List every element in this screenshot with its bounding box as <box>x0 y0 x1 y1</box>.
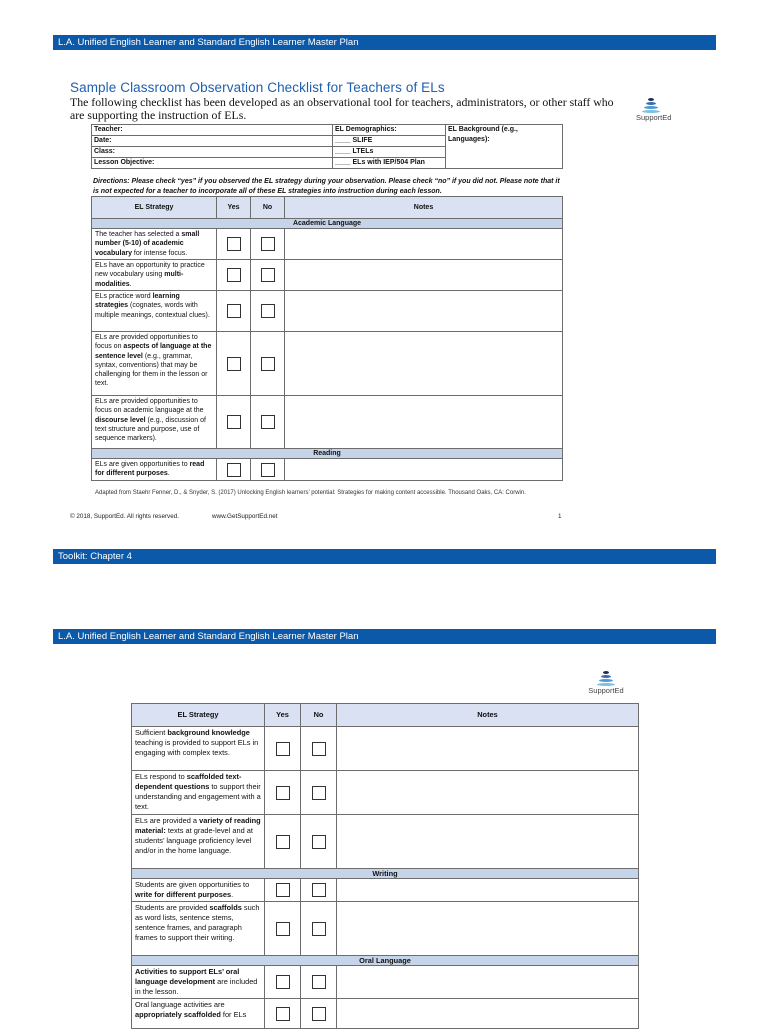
yes-checkbox[interactable] <box>227 463 241 477</box>
yes-checkbox[interactable] <box>227 268 241 282</box>
col-yes: Yes <box>265 704 301 727</box>
notes-cell[interactable] <box>337 902 639 956</box>
observation-info-table <box>91 124 563 169</box>
strategy-text: Students are given opportunities to write for different purposes. <box>132 879 265 902</box>
no-checkbox[interactable] <box>261 415 275 429</box>
yes-checkbox[interactable] <box>276 922 290 936</box>
yes-checkbox[interactable] <box>276 975 290 989</box>
table-row <box>132 815 639 869</box>
strategy-text: ELs respond to scaffolded text-dependent questions to support their understanding and engagement with a text. <box>132 771 265 815</box>
yes-checkbox[interactable] <box>276 786 290 800</box>
yes-checkbox[interactable] <box>276 1007 290 1021</box>
strategy-text: Sufficient background knowledge teaching is provided to support ELs in engaging with complex texts. <box>132 727 265 771</box>
checklist-table-page2 <box>131 703 639 1029</box>
table-row <box>132 771 639 815</box>
notes-cell[interactable] <box>337 966 639 999</box>
lesson-objective-field[interactable]: Lesson Objective: <box>92 158 333 169</box>
checklist-table-page1 <box>91 196 563 481</box>
date-field[interactable]: Date: <box>92 136 333 147</box>
logo-text: SupportEd <box>588 686 624 695</box>
strategy-text: The teacher has selected a small number (5-10) of academic vocabulary for intense focus. <box>92 229 217 260</box>
table-row <box>92 332 563 396</box>
yes-checkbox[interactable] <box>227 357 241 371</box>
notes-cell[interactable] <box>285 260 563 291</box>
strategy-text: Activities to support ELs’ oral language development are included in the lesson. <box>132 966 265 999</box>
no-checkbox[interactable] <box>261 237 275 251</box>
ltels-option[interactable]: ____ LTELs <box>333 147 446 158</box>
page-number: 1 <box>558 513 562 520</box>
table-row <box>92 291 563 332</box>
notes-cell[interactable] <box>285 332 563 396</box>
no-checkbox[interactable] <box>261 304 275 318</box>
yes-checkbox[interactable] <box>227 304 241 318</box>
notes-cell[interactable] <box>285 229 563 260</box>
notes-cell[interactable] <box>285 459 563 481</box>
notes-cell[interactable] <box>337 879 639 902</box>
notes-cell[interactable] <box>337 771 639 815</box>
no-checkbox[interactable] <box>312 786 326 800</box>
notes-cell[interactable] <box>285 396 563 449</box>
table-row <box>132 727 639 771</box>
section-oral-language: Oral Language <box>132 956 639 966</box>
notes-cell[interactable] <box>337 727 639 771</box>
no-checkbox[interactable] <box>312 1007 326 1021</box>
section-academic-language: Academic Language <box>92 219 563 229</box>
section-writing: Writing <box>132 869 639 879</box>
strategy-text: ELs have an opportunity to practice new vocabulary using multi-modalities. <box>92 260 217 291</box>
el-background-field[interactable]: EL Background (e.g., Languages): <box>446 125 563 169</box>
page2-logo <box>586 670 626 695</box>
logo-text: SupportEd <box>636 113 672 122</box>
footer-url-link[interactable]: www.GetSupportEd.net <box>212 513 278 520</box>
page1-logo <box>636 97 672 122</box>
no-checkbox[interactable] <box>312 975 326 989</box>
class-field[interactable]: Class: <box>92 147 333 158</box>
notes-cell[interactable] <box>337 999 639 1029</box>
el-demographics-label: EL Demographics: <box>333 125 446 136</box>
no-checkbox[interactable] <box>312 835 326 849</box>
yes-checkbox[interactable] <box>276 835 290 849</box>
table-row <box>92 459 563 481</box>
copyright-text: © 2018, SupportEd. All rights reserved. <box>70 513 179 520</box>
strategy-text: ELs practice word learning strategies (cognates, words with multiple meanings, contextual clues). <box>92 291 217 332</box>
strategy-text: ELs are provided opportunities to focus on academic language at the discourse level (e.g., discussion of text structure and purpose, use of sequence markers). <box>92 396 217 449</box>
slife-option[interactable]: ____ SLIFE <box>333 136 446 147</box>
directions-text: Directions: Please check “yes” if you observed the EL strategy during your observation. Please check “no” if you did not. Please note that it is not expected for a teacher to incorporate all of these EL strategies into instruction during each lesson. <box>93 178 560 195</box>
no-checkbox[interactable] <box>261 357 275 371</box>
table-row <box>132 879 639 902</box>
col-el-strategy: EL Strategy <box>92 197 217 219</box>
table-row <box>132 966 639 999</box>
toolkit-footer-band: Toolkit: Chapter 4 <box>53 549 716 564</box>
no-checkbox[interactable] <box>312 742 326 756</box>
teacher-field[interactable]: Teacher: <box>92 125 333 136</box>
citation-text: Adapted from Staehr Fenner, D., & Snyder, S. (2017) Unlocking English learners’ potential: Strategies for making content accessible. Thousand Oaks, CA: Corwin. <box>95 490 526 496</box>
page-title: Sample Classroom Observation Checklist for Teachers of ELs <box>70 80 445 95</box>
page2-header-band: L.A. Unified English Learner and Standard English Learner Master Plan <box>53 629 716 644</box>
col-no: No <box>251 197 285 219</box>
strategy-text: ELs are given opportunities to read for different purposes. <box>92 459 217 481</box>
col-notes: Notes <box>337 704 639 727</box>
col-notes: Notes <box>285 197 563 219</box>
strategy-text: ELs are provided a variety of reading material: texts at grade-level and at students’ language proficiency level and/or in the home language. <box>132 815 265 869</box>
no-checkbox[interactable] <box>312 883 326 897</box>
table-row <box>92 260 563 291</box>
no-checkbox[interactable] <box>312 922 326 936</box>
strategy-text: Students are provided scaffolds such as word lists, sentence stems, sentence frames, and paragraph frames to support their writing. <box>132 902 265 956</box>
yes-checkbox[interactable] <box>276 883 290 897</box>
col-no: No <box>301 704 337 727</box>
strategy-text: Oral language activities are appropriately scaffolded for ELs <box>132 999 265 1029</box>
intro-paragraph: The following checklist has been developed as an observational tool for teachers, administrators, or other staff who are supporting the instruction of ELs. <box>70 95 614 122</box>
table-row <box>92 229 563 260</box>
yes-checkbox[interactable] <box>227 415 241 429</box>
page1-header-band: L.A. Unified English Learner and Standard English Learner Master Plan <box>53 35 716 50</box>
table-row <box>132 999 639 1029</box>
no-checkbox[interactable] <box>261 463 275 477</box>
strategy-text: ELs are provided opportunities to focus on aspects of language at the sentence level (e.g., grammar, syntax, conventions) that may be challenging for them in the lesson or text. <box>92 332 217 396</box>
col-yes: Yes <box>217 197 251 219</box>
table-row <box>132 902 639 956</box>
iep-option[interactable]: ____ ELs with IEP/504 Plan <box>333 158 446 169</box>
col-el-strategy: EL Strategy <box>132 704 265 727</box>
supported-logo-icon <box>636 97 666 113</box>
yes-checkbox[interactable] <box>276 742 290 756</box>
no-checkbox[interactable] <box>261 268 275 282</box>
section-reading: Reading <box>92 449 563 459</box>
supported-logo-icon <box>586 670 626 686</box>
table-row <box>92 396 563 449</box>
notes-cell[interactable] <box>285 291 563 332</box>
notes-cell[interactable] <box>337 815 639 869</box>
yes-checkbox[interactable] <box>227 237 241 251</box>
